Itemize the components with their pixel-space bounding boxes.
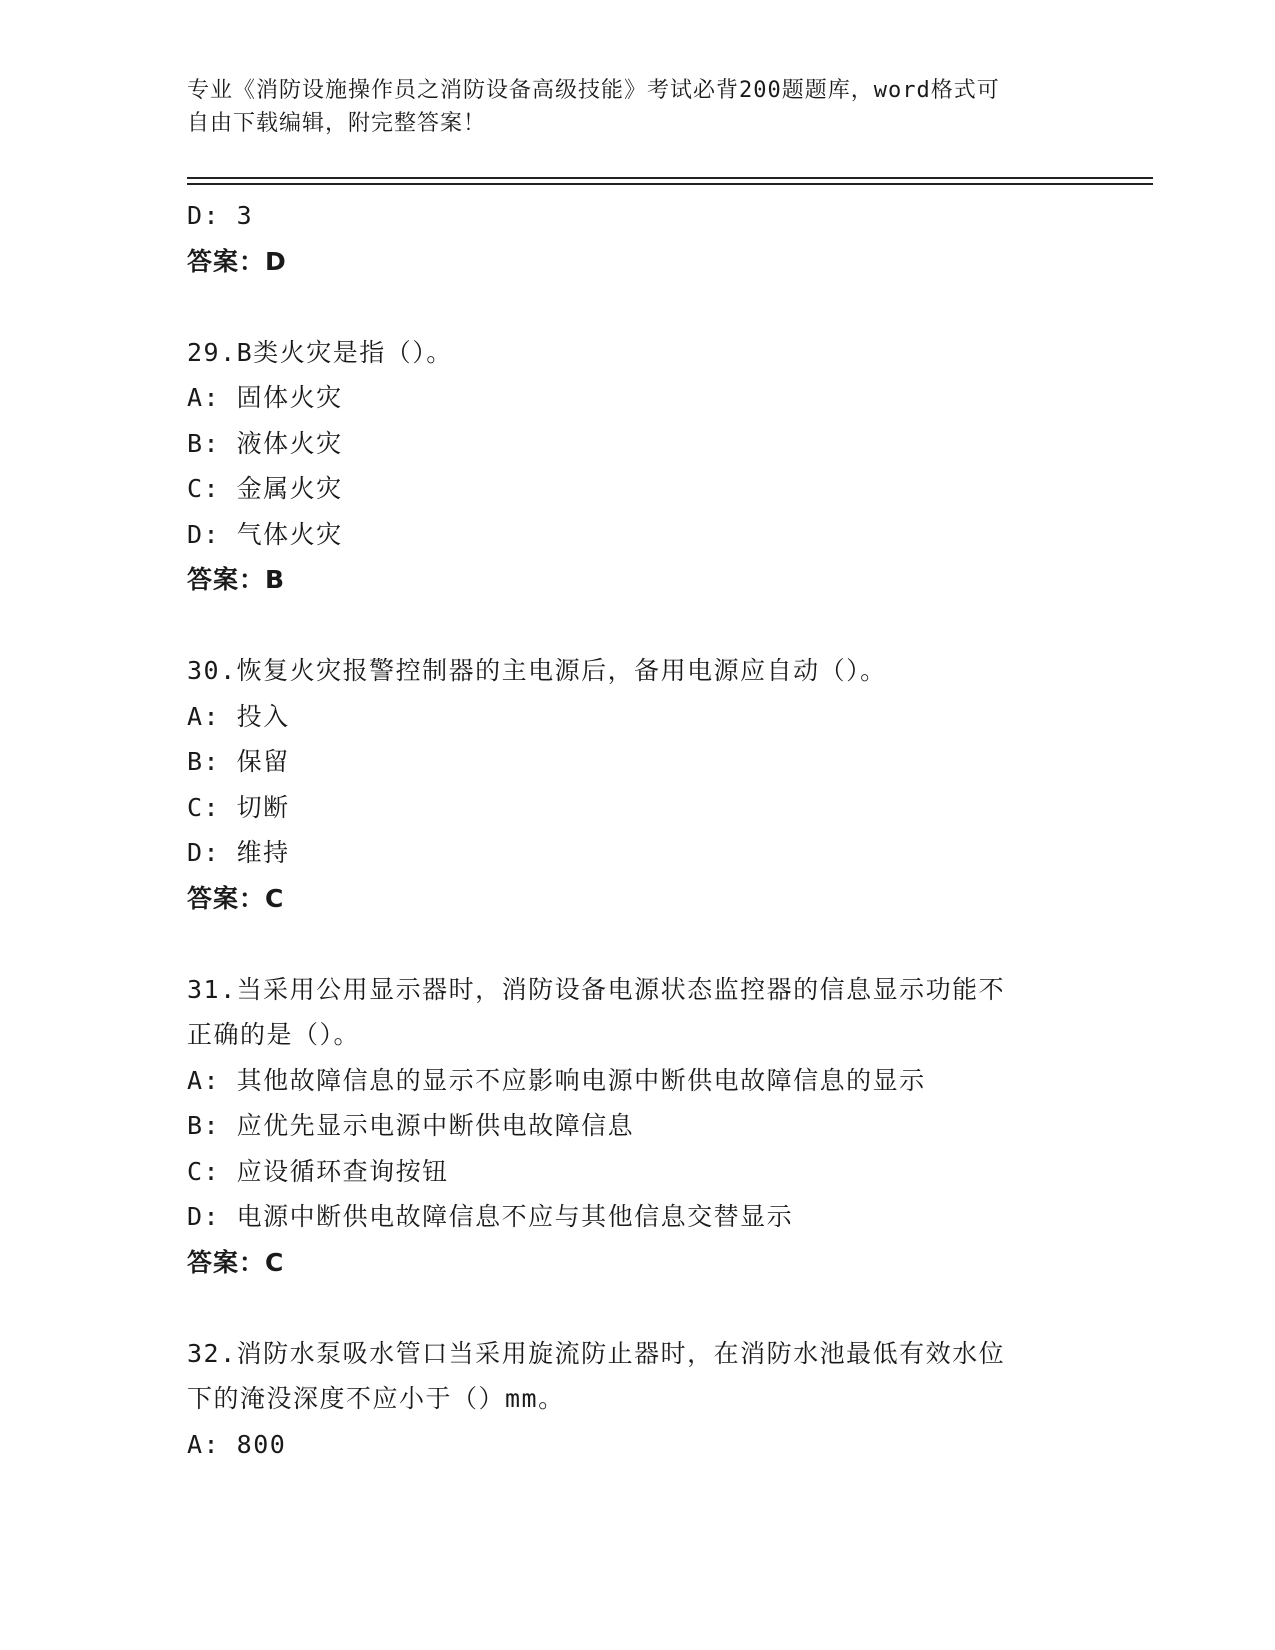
- document-header: [187, 74, 1087, 140]
- header-title-line-1: 专业《消防设施操作员之消防设备高级技能》考试必背200题题库，word格式可: [187, 78, 1000, 103]
- question-29: [187, 330, 1087, 603]
- spacer: [187, 603, 1087, 649]
- option-c: C: 切断: [187, 792, 290, 822]
- spacer: [187, 1285, 1087, 1331]
- option-d: D: 3: [187, 201, 254, 230]
- question-stem: 32.消防水泵吸水管口当采用旋流防止器时，在消防水池最低有效水位: [187, 1338, 1006, 1368]
- question-stem: 31.当采用公用显示器时，消防设备电源状态监控器的信息显示功能不: [187, 974, 1006, 1004]
- question-list: [187, 193, 1087, 1467]
- option-a: A: 投入: [187, 701, 290, 731]
- option-a: A: 800: [187, 1429, 287, 1459]
- question-stem: 30.恢复火灾报警控制器的主电源后，备用电源应自动（）。: [187, 656, 887, 685]
- option-d: D: 电源中断供电故障信息不应与其他信息交替显示: [187, 1202, 794, 1231]
- option-d: D: 气体火灾: [187, 519, 343, 549]
- option-a: A: 其他故障信息的显示不应影响电源中断供电故障信息的显示: [187, 1065, 926, 1095]
- header-divider-bottom: [187, 183, 1153, 185]
- header-title-line-2: 自由下载编辑，附完整答案！: [187, 111, 487, 136]
- question-31: [187, 967, 1087, 1286]
- answer-line: 答案：C: [187, 883, 285, 913]
- option-a: A: 固体火灾: [187, 383, 343, 412]
- question-30: [187, 648, 1087, 921]
- option-d: D: 维持: [187, 838, 290, 867]
- question-stem: 29.B类火灾是指（）。: [187, 337, 453, 367]
- answer-line: 答案：C: [187, 1247, 285, 1277]
- option-c: C: 应设循环查询按钮: [187, 1156, 449, 1186]
- question-stem-continued: 下的淹没深度不应小于（）mm。: [187, 1384, 565, 1413]
- option-c: C: 金属火灾: [187, 474, 343, 503]
- question-stem-continued: 正确的是（）。: [187, 1020, 361, 1049]
- answer-line: 答案：D: [187, 246, 287, 276]
- answer-line: 答案：B: [187, 565, 286, 594]
- header-divider-top: [187, 177, 1153, 179]
- question-32: [187, 1331, 1087, 1468]
- option-b: B: 液体火灾: [187, 428, 343, 458]
- option-b: B: 保留: [187, 747, 290, 776]
- option-b: B: 应优先显示电源中断供电故障信息: [187, 1111, 635, 1140]
- spacer: [187, 921, 1087, 967]
- spacer: [187, 284, 1087, 330]
